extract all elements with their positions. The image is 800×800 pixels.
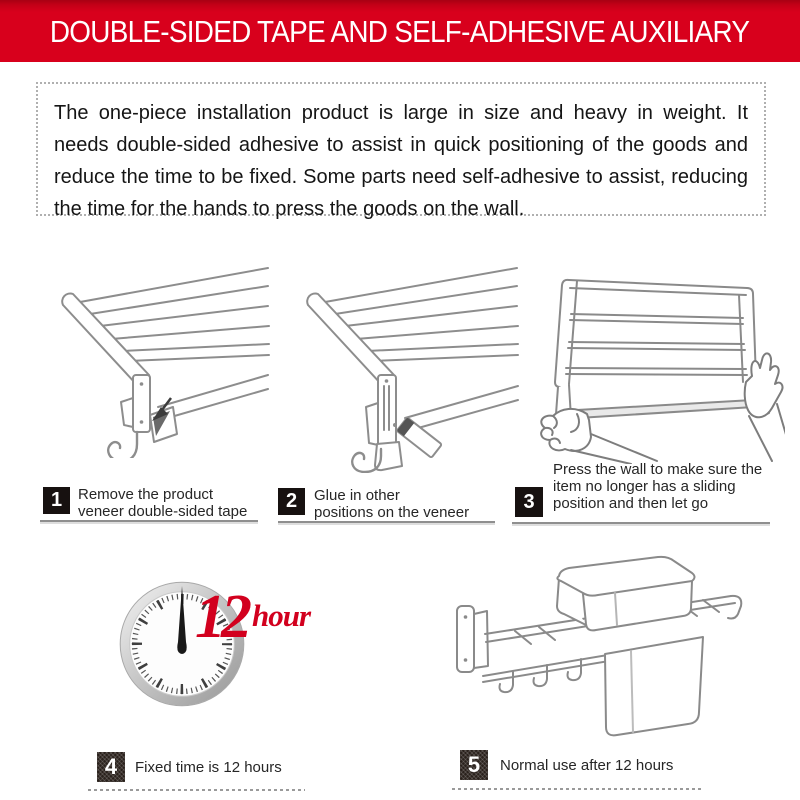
step-3-line-3: position and then let go	[553, 495, 709, 512]
step-5-divider	[452, 788, 702, 790]
twelve-hour-label	[195, 583, 312, 651]
hours-number: 12	[195, 583, 247, 651]
hands-press-wall-icon	[525, 264, 785, 464]
step-2-divider	[278, 521, 495, 523]
shelf-lines	[307, 268, 518, 430]
step-1-divider	[40, 520, 258, 522]
step-3-label	[553, 461, 788, 512]
step-5-line-1: Normal use after 12 hours	[500, 757, 674, 774]
step-4-label	[135, 759, 335, 776]
page-title: DOUBLE-SIDED TAPE AND SELF-ADHESIVE AUXILIARY	[50, 14, 750, 49]
step-1-label	[78, 486, 273, 520]
step-5-number-badge: 5	[460, 750, 488, 780]
step-4-number-badge: 4	[97, 752, 125, 782]
folded-towel	[557, 557, 695, 631]
rack-frame	[555, 280, 769, 420]
step-3-line-2: item no longer has a sliding	[553, 478, 736, 495]
step-1-line-2: veneer double-sided tape	[78, 503, 248, 520]
towel-bar	[577, 400, 754, 418]
rack-with-towel-icon	[435, 554, 770, 746]
step-2-line-2: positions on the veneer	[314, 504, 470, 521]
hour-unit: hour	[252, 598, 311, 633]
step-5-label	[500, 757, 720, 774]
hanging-towel	[605, 637, 703, 735]
step-3-number-badge: 3	[515, 487, 543, 517]
step-2-line-1: Glue in other	[314, 487, 400, 504]
wall-mount-plate	[457, 606, 488, 672]
shelf-lines	[62, 268, 269, 419]
step-1-line-1: Remove the product	[78, 486, 214, 503]
step-3-line-1: Press the wall to make sure the	[553, 461, 763, 478]
rack-corner-peel-tape-icon	[40, 258, 270, 458]
hook	[108, 432, 137, 458]
intro-box	[36, 82, 766, 220]
step-2-number-badge: 2	[278, 488, 305, 515]
step-4-divider	[88, 789, 305, 791]
intro-text: The one-piece installation product is large in size and heavy in weight. It needs double-sided adhesive to assist in quick positioning of the goods and reduce the time to be fixed. Some parts need self-adhesive to assist, reducing the time for the hands to press the goods on the wall.	[54, 102, 748, 220]
rack-corner-glue-tape-icon	[285, 258, 520, 473]
step-1-number-badge: 1	[43, 487, 70, 514]
step-4-line-1: Fixed time is 12 hours	[135, 759, 282, 776]
clock-12-hour-icon	[105, 556, 335, 728]
right-hand-icon	[745, 353, 785, 461]
mounting-post-and-hook	[108, 375, 177, 458]
step-2-label	[314, 487, 509, 521]
header-banner	[0, 0, 800, 62]
step-3-divider	[512, 522, 770, 524]
